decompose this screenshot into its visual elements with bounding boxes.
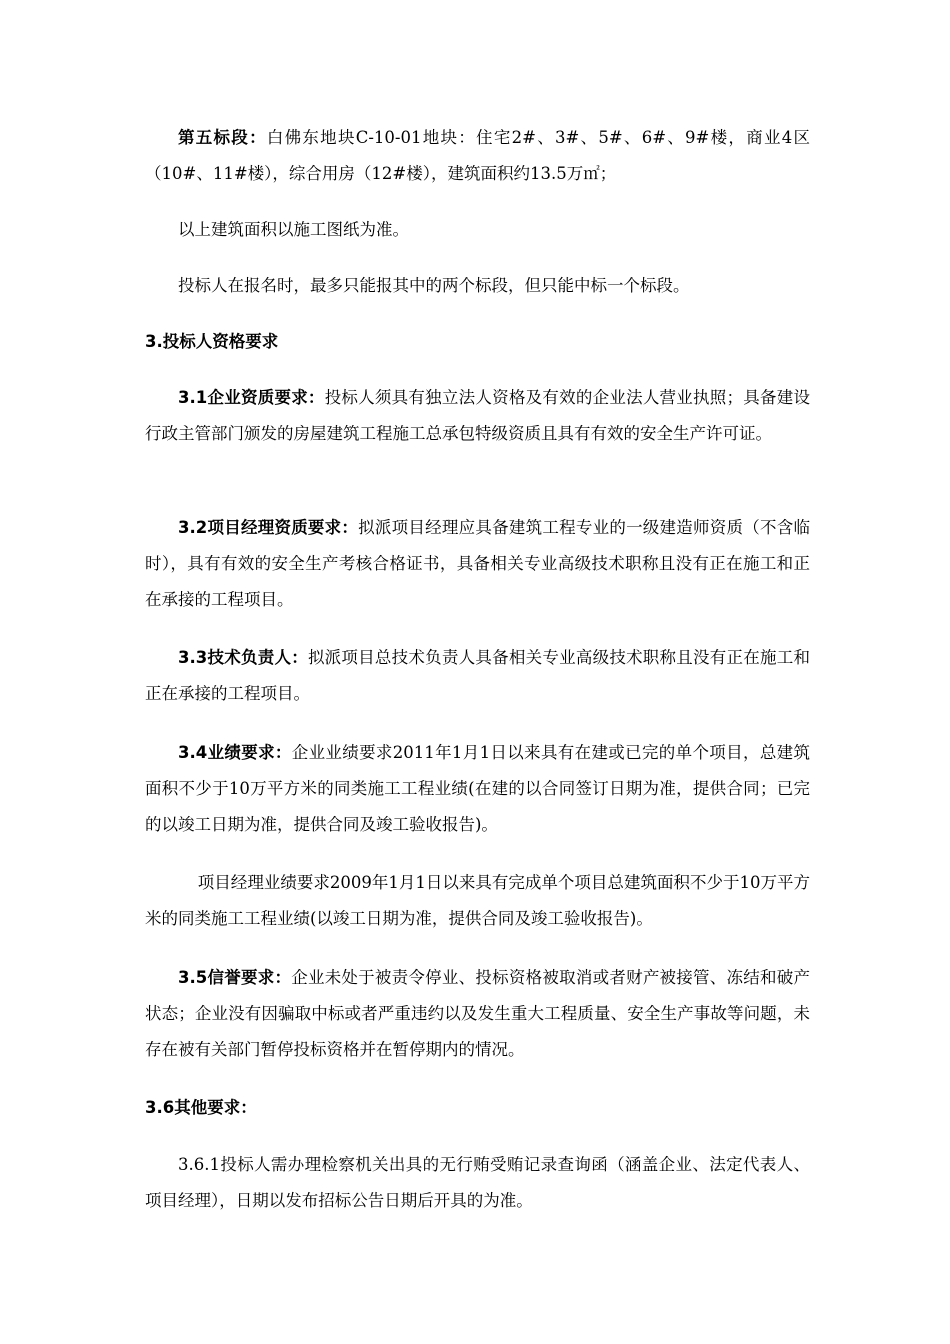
section5-paragraph — [145, 120, 810, 192]
req34-pm-paragraph: 项目经理业绩要求2009年1月1日以来具有完成单个项目总建筑面积不少于10万平方米的同类施工工程业绩(以竣工日期为准，提供合同及竣工验收报告)。 — [145, 873, 810, 928]
req33-paragraph — [145, 640, 810, 712]
req35-text: 企业未处于被责令停业、投标资格被取消或者财产被接管、冻结和破产状态；企业没有因骗取中标或者严重违约以及发生重大工程质量、安全生产事故等问题，未存在被有关部门暂停投标资格并在暂停期内的情况。 — [145, 968, 811, 1059]
req32-text: 拟派项目经理应具备建筑工程专业的一级建造师资质（不含临时），具有有效的安全生产考核合格证书，具备相关专业高级技术职称且没有正在施工和正在承接的工程项目。 — [145, 518, 811, 609]
req34-text: 企业业绩要求2011年1月1日以来具有在建或已完的单个项目，总建筑面积不少于10万平方米的同类施工工程业绩(在建的以合同签订日期为准，提供合同；已完的以竣工日期为准，提供合同及竣工验收报告)。 — [145, 743, 810, 834]
heading-other-requirements: 3.6其他要求： — [145, 1098, 257, 1117]
req35-paragraph — [145, 960, 810, 1068]
req33-label: 3.3技术负责人： — [178, 648, 308, 667]
section5-label: 第五标段： — [178, 128, 267, 147]
section5-text: 白佛东地块C-10-01地块：住宅2#、3#、5#、6#、9#楼，商业4区（10#、11#楼），综合用房（12#楼），建筑面积约13.5万㎡； — [145, 128, 810, 183]
req34-label: 3.4业绩要求： — [178, 743, 292, 762]
note-area-paragraph: 以上建筑面积以施工图纸为准。 — [178, 220, 409, 239]
req34-paragraph — [145, 735, 810, 843]
req32-label: 3.2项目经理资质要求： — [178, 518, 359, 537]
req31-label: 3.1企业资质要求： — [178, 388, 325, 407]
note-bid-paragraph: 投标人在报名时，最多只能报其中的两个标段，但只能中标一个标段。 — [178, 276, 690, 295]
req31-text: 投标人须具有独立法人资格及有效的企业法人营业执照；具备建设行政主管部门颁发的房屋建筑工程施工总承包特级资质且具有有效的安全生产许可证。 — [145, 388, 811, 443]
heading-qualification: 3.投标人资格要求 — [145, 332, 279, 351]
req31-paragraph — [145, 380, 810, 452]
req32-paragraph — [145, 510, 810, 618]
req35-label: 3.5信誉要求： — [178, 968, 292, 987]
req33-text: 拟派项目总技术负责人具备相关专业高级技术职称且没有正在施工和正在承接的工程项目。 — [145, 648, 810, 703]
req361-paragraph: 3.6.1投标人需办理检察机关出具的无行贿受贿记录查询函（涵盖企业、法定代表人、项目经理），日期以发布招标公告日期后开具的为准。 — [145, 1155, 810, 1210]
